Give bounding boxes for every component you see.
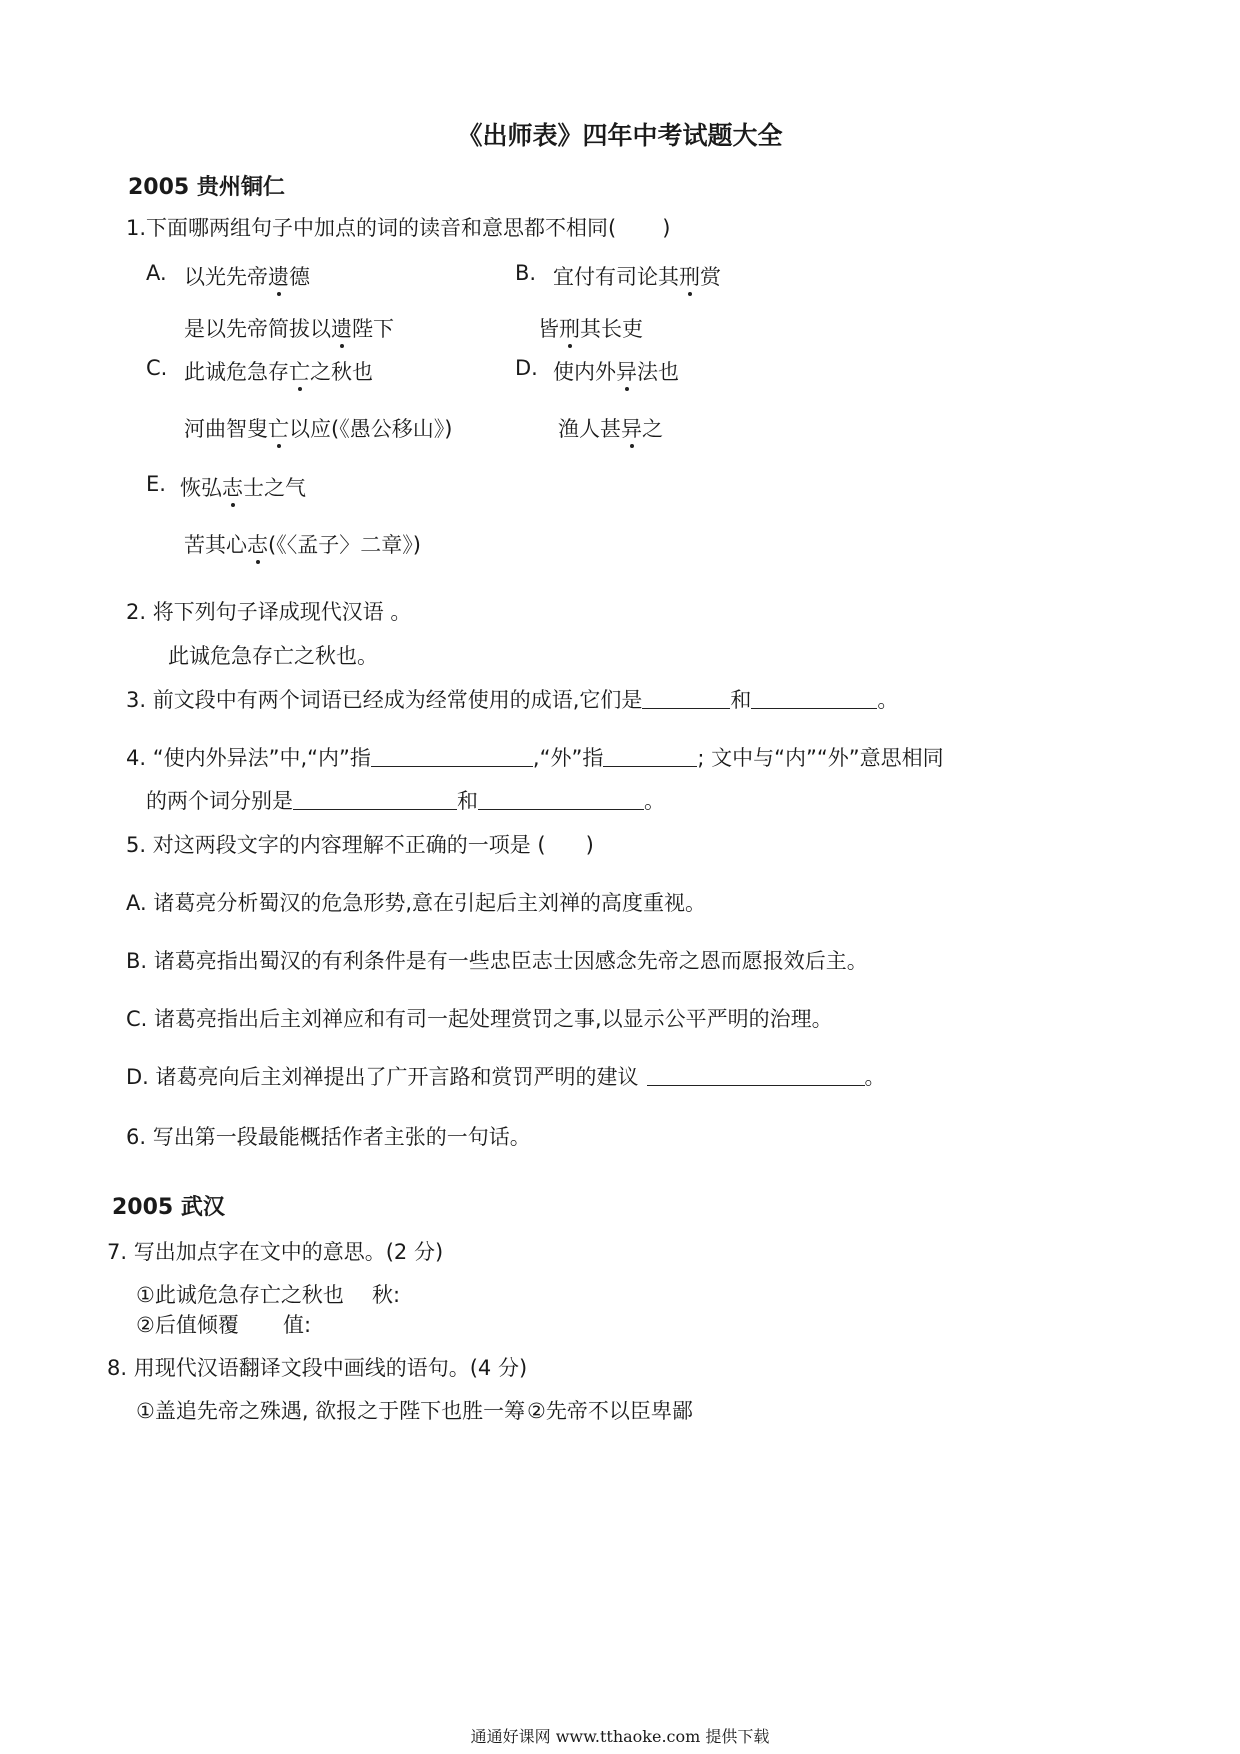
question-8-item-1: ①盖追先帝之殊遇, 欲报之于陛下也胜一筹: [136, 1399, 526, 1423]
answer-blank[interactable]: [478, 789, 644, 810]
option-e-line2: 苦其心志(《〈孟子〉二章》): [184, 533, 421, 557]
option-label-c: C.: [146, 356, 168, 380]
footer-site-name: 通通好课网: [470, 1727, 551, 1746]
dotted-char: 遗: [268, 265, 289, 289]
section-heading: 2005 武汉: [112, 1195, 225, 1220]
dotted-char: 刑: [679, 265, 700, 289]
dotted-char: 异: [621, 417, 642, 441]
question-3: 3. 前文段中有两个词语已经成为经常使用的成语,它们是 和 。: [126, 688, 899, 712]
question-6-stem: 6. 写出第一段最能概括作者主张的一句话。: [126, 1125, 531, 1149]
question-4-line1: 4. “使内外异法”中,“内”指 ,“外”指 ; 文中与“内”“外”意思相同: [126, 746, 944, 770]
question-7-item-1-key: 秋:: [372, 1283, 401, 1307]
answer-blank[interactable]: [603, 746, 697, 767]
option-label-a: A.: [146, 261, 167, 285]
question-8-item-2: ②先帝不以臣卑鄙: [527, 1399, 693, 1423]
question-4-line2: 的两个词分别是 和 。: [146, 789, 665, 813]
dotted-char: 志: [222, 476, 243, 500]
option-e-line1: 恢弘志士之气: [180, 476, 306, 500]
answer-blank[interactable]: [642, 688, 730, 709]
question-8-stem: 8. 用现代汉语翻译文段中画线的语句。(4 分): [107, 1356, 528, 1380]
option-d-line2: 渔人甚异之: [558, 417, 663, 441]
question-5-option-a: A. 诸葛亮分析蜀汉的危急形势,意在引起后主刘禅的高度重视。: [126, 891, 707, 915]
question-7-stem: 7. 写出加点字在文中的意思。(2 分): [107, 1240, 444, 1264]
footer-url[interactable]: www.tthaoke.com: [555, 1727, 701, 1746]
dotted-char: 刑: [559, 317, 580, 341]
question-5-option-b: B. 诸葛亮指出蜀汉的有利条件是有一些忠臣志士因感念先帝之恩而愿报效后主。: [126, 949, 868, 973]
dotted-char: 遗: [331, 317, 352, 341]
question-5-option-d: D. 诸葛亮向后主刘禅提出了广开言路和赏罚严明的建议 。: [126, 1065, 886, 1089]
answer-blank[interactable]: [647, 1065, 865, 1086]
question-7-item-2: ②后值倾覆: [136, 1313, 239, 1337]
option-b-line2: 皆刑其长吏: [538, 317, 643, 341]
option-d-line1: 使内外异法也: [553, 360, 679, 384]
question-7-item-1: ①此诚危急存亡之秋也: [136, 1283, 344, 1307]
question-5-option-c: C. 诸葛亮指出后主刘禅应和有司一起处理赏罚之事,以显示公平严明的治理。: [126, 1007, 833, 1031]
footer-suffix: 提供下载: [705, 1727, 770, 1746]
answer-blank[interactable]: [751, 688, 877, 709]
answer-blank[interactable]: [371, 746, 533, 767]
option-a-line2: 是以先帝简拔以遗陛下: [184, 317, 394, 341]
option-label-d: D.: [515, 356, 538, 380]
question-7-item-2-key: 值:: [283, 1313, 312, 1337]
question-1-stem: [126, 212, 670, 242]
page-footer: [0, 1724, 1240, 1747]
question-text: 1.下面哪两组句子中加点的词的读音和意思都不相同(: [126, 216, 617, 240]
option-c-line1: 此诚危急存亡之秋也: [184, 360, 373, 384]
option-a-line1: 以光先帝遗德: [184, 265, 310, 289]
dotted-char: 志: [247, 533, 268, 557]
question-2-stem: 2. 将下列句子译成现代汉语 。: [126, 600, 412, 624]
dotted-char: 亡: [268, 417, 289, 441]
answer-blank[interactable]: [293, 789, 457, 810]
bracket-close: ): [662, 216, 671, 240]
option-label-b: B.: [515, 261, 537, 285]
option-c-line2: 河曲智叟亡以应(《愚公移山》): [184, 417, 453, 441]
option-label-e: E.: [146, 472, 166, 496]
question-5-stem: 5. 对这两段文字的内容理解不正确的一项是 ( ): [126, 833, 594, 857]
dotted-char: 亡: [289, 360, 310, 384]
document-title: 《出师表》四年中考试题大全: [457, 121, 783, 150]
dotted-char: 异: [616, 360, 637, 384]
question-2-sentence: 此诚危急存亡之秋也。: [168, 644, 378, 668]
option-b-line1: 宜付有司论其刑赏: [553, 265, 721, 289]
section-heading: 2005 贵州铜仁: [128, 175, 285, 200]
